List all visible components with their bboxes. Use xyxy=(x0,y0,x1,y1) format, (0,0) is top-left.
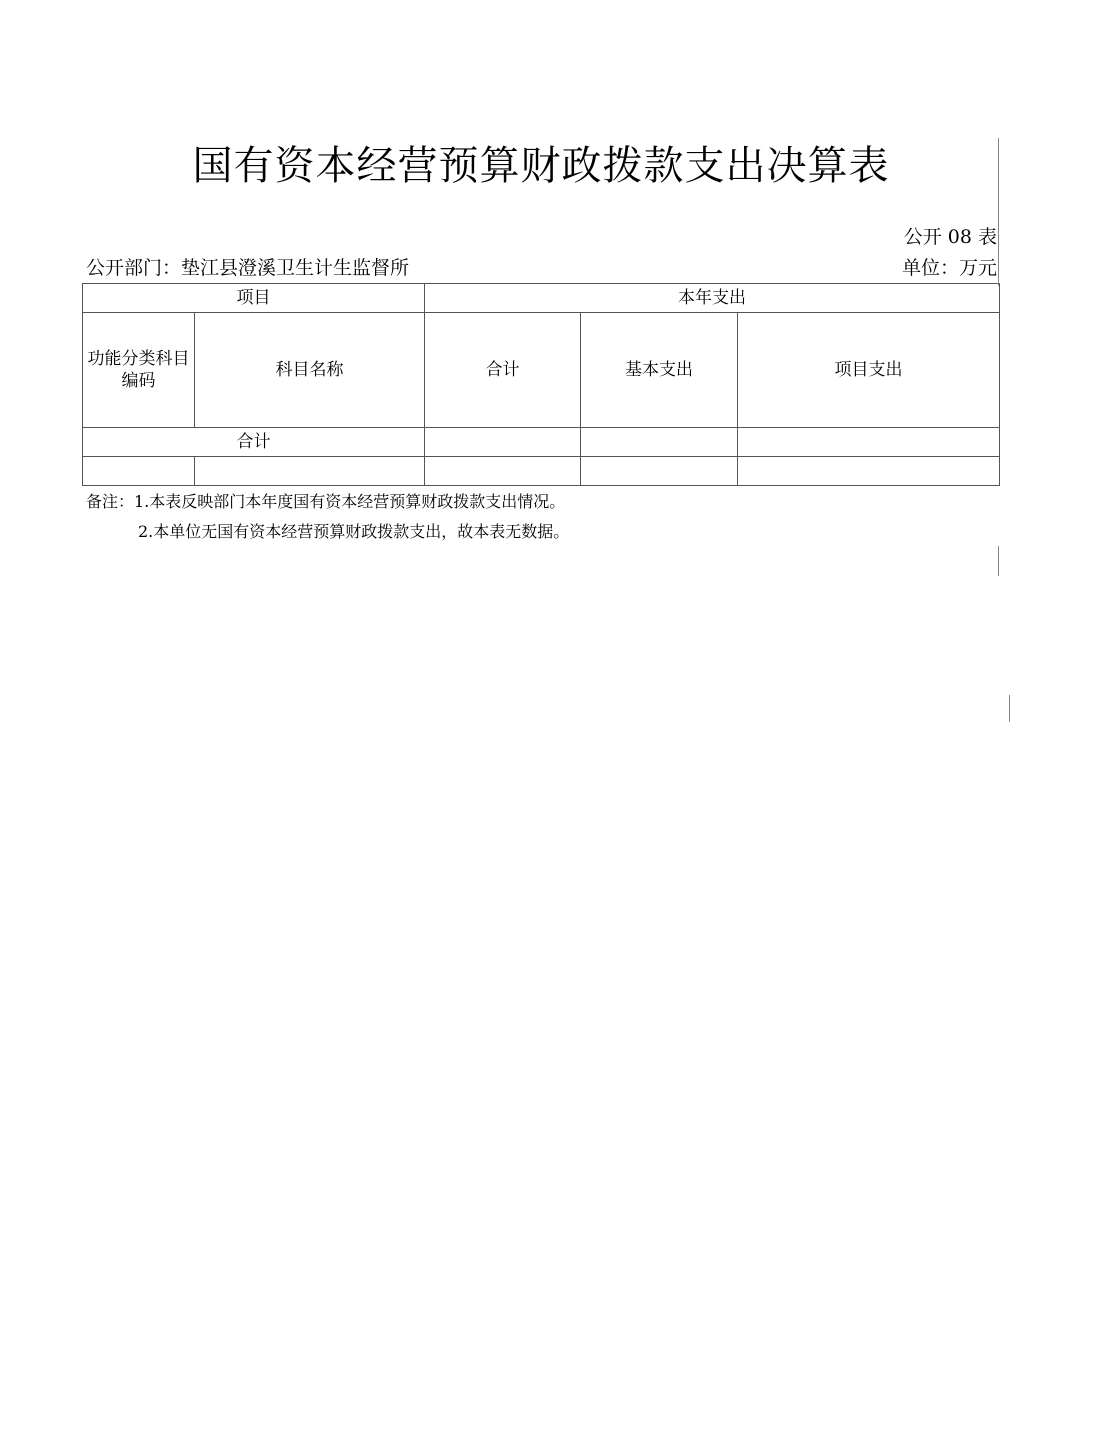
page-edge-line xyxy=(1009,695,1010,722)
column-header-name: 科目名称 xyxy=(195,313,425,428)
unit-label: 单位：万元 xyxy=(901,257,997,279)
total-cell-basic xyxy=(581,428,738,457)
table-header-row xyxy=(83,284,1000,313)
note-line-2: 2.本单位无国有资本经营预算财政拨款支出，故本表无数据。 xyxy=(138,522,570,541)
page-edge-line xyxy=(998,138,999,286)
header-current-year-expenditure: 本年支出 xyxy=(425,284,1000,313)
table-cell xyxy=(425,457,581,486)
column-header-code: 功能分类科目编码 xyxy=(83,313,195,428)
table-cell xyxy=(738,457,1000,486)
column-header-project: 项目支出 xyxy=(738,313,1000,428)
note-line-1: 备注：1.本表反映部门本年度国有资本经营预算财政拨款支出情况。 xyxy=(86,492,566,511)
total-cell-project xyxy=(738,428,1000,457)
table-cell xyxy=(581,457,738,486)
table-cell xyxy=(195,457,425,486)
column-header-total: 合计 xyxy=(425,313,581,428)
header-project: 项目 xyxy=(83,284,425,313)
form-number: 公开 08 表 xyxy=(903,226,997,248)
total-row-label: 合计 xyxy=(83,428,425,457)
table-row xyxy=(83,457,1000,486)
expenditure-table xyxy=(82,283,1000,486)
total-cell-total xyxy=(425,428,581,457)
table-total-row xyxy=(83,428,1000,457)
table-cell xyxy=(83,457,195,486)
page-title: 国有资本经营预算财政拨款支出决算表 xyxy=(192,143,890,189)
page-edge-line xyxy=(998,546,999,576)
column-header-basic: 基本支出 xyxy=(581,313,738,428)
table-subheader-row xyxy=(83,313,1000,428)
department-label: 公开部门：垫江县澄溪卫生计生监督所 xyxy=(86,257,410,279)
